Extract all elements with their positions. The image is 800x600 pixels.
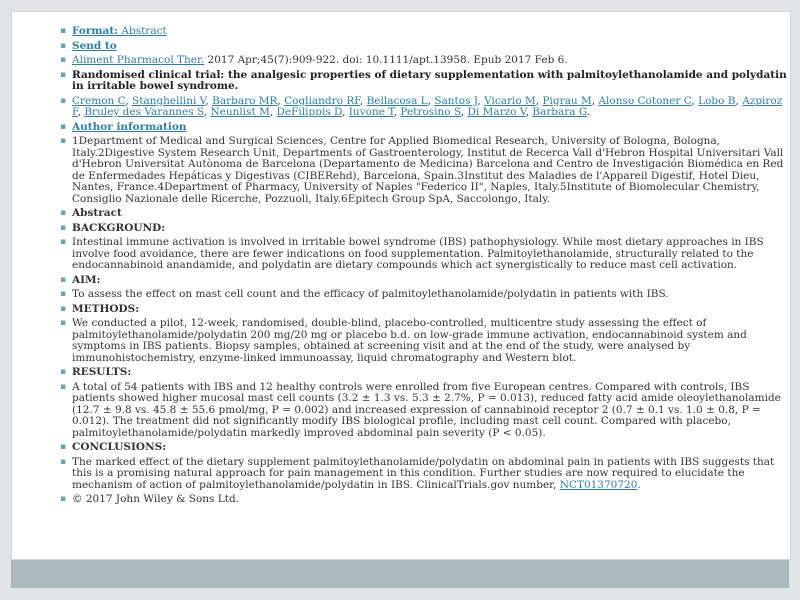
document-panel: [11, 11, 791, 560]
author-link[interactable]: Cogliandro RF: [284, 94, 360, 107]
abstract-list: [62, 26, 790, 509]
background-heading: BACKGROUND:: [72, 221, 166, 234]
author-link[interactable]: Azpiroz F: [72, 94, 783, 118]
conclusions-end: .: [637, 478, 641, 491]
format-row: [62, 26, 790, 38]
conclusions-text: The marked effect of the dietary supplement palmitoylethanolamide/polydatin on abdominal pain in patients with IBS suggests that this is a promising natural approach for pain management in this condition. Further studies are now required to elucidate the mechanism of action of palmitoylethanolamide/polydatin in IBS. ClinicalTrials.gov number,: [72, 455, 775, 491]
author-link[interactable]: Barbaro MR: [212, 94, 278, 107]
methods-heading: METHODS:: [72, 302, 140, 315]
conclusions-heading-row: [62, 442, 790, 454]
journal-link[interactable]: Aliment Pharmacol Ther.: [72, 54, 205, 66]
article-title: Randomised clinical trial: the analgesic properties of dietary supplementation with palmitoylethanolamide and polydatin in irritable bowel syndrome.: [72, 68, 787, 92]
author-link[interactable]: Di Marzo V: [467, 106, 526, 118]
author-information-link[interactable]: Author information: [72, 120, 187, 133]
methods-heading-row: [62, 304, 790, 316]
format-label[interactable]: Format:: [72, 25, 119, 37]
authors-row: [62, 96, 790, 119]
clinical-trial-link[interactable]: NCT01370720: [559, 478, 638, 491]
footer-bar: [11, 560, 789, 588]
author-link[interactable]: Santos J: [434, 94, 478, 107]
author-link[interactable]: Barbara G: [532, 106, 587, 118]
author-link[interactable]: Neunlist M: [210, 106, 270, 118]
author-link[interactable]: Alonso Cotoner C: [598, 94, 692, 107]
conclusions-heading: CONCLUSIONS:: [72, 441, 167, 453]
abstract-heading: Abstract: [72, 207, 122, 219]
background-text: Intestinal immune activation is involved in irritable bowel syndrome (IBS) pathophysiology. While most dietary approaches in IBS involve food avoidance, there are fewer indications on food supplementation. Palmitoylethanolamide, structurally related to the endocannabinoid anandamide, and polydatin are dietary compounds which act synergistically to reduce mast cell activation.: [72, 236, 764, 271]
aim-heading-row: [62, 275, 790, 287]
methods-text-row: [62, 318, 790, 364]
author-info-row: [62, 122, 790, 134]
send-to-row: [62, 41, 790, 53]
format-value[interactable]: Abstract: [118, 25, 167, 37]
background-text-row: [62, 237, 790, 272]
aim-heading: AIM:: [72, 273, 101, 286]
copyright-row: [62, 494, 790, 506]
authors-list: Cremon C, Stanghellini V, Barbaro MR, Cogliandro RF, Bellacosa L, Santos J, Vicario M, Pigrau M, Alonso Cotoner C, Lobo B, Azpiroz F, Bruley des Varannes S, Neunlist M, DeFilippis D, Iuvone T, Petrosino S, Di Marzo V, Barbara G.: [72, 94, 783, 118]
author-link[interactable]: DeFilippis D: [276, 106, 343, 118]
citation-row: [62, 55, 790, 67]
author-link[interactable]: Stanghellini V: [132, 94, 206, 107]
aim-text-row: [62, 289, 790, 301]
send-to-link[interactable]: Send to: [72, 39, 117, 52]
background-heading-row: [62, 223, 790, 235]
abstract-heading-row: [62, 208, 790, 220]
conclusions-text-row: [62, 457, 790, 492]
author-link[interactable]: Bellacosa L: [366, 94, 428, 107]
title-row: [62, 70, 790, 93]
author-link[interactable]: Petrosino S: [400, 106, 461, 118]
author-link[interactable]: Cremon C: [72, 94, 126, 107]
copyright-text: © 2017 John Wiley & Sons Ltd.: [72, 493, 240, 505]
results-heading: RESULTS:: [72, 366, 132, 378]
results-heading-row: [62, 367, 790, 379]
author-link[interactable]: Bruley des Varannes S: [84, 106, 204, 118]
aim-text: To assess the effect on mast cell count and the efficacy of palmitoylethanolamide/polydatin in patients with IBS.: [72, 288, 669, 300]
author-link[interactable]: Iuvone T: [348, 106, 394, 118]
results-text-row: [62, 382, 790, 440]
results-text: A total of 54 patients with IBS and 12 healthy controls were enrolled from five European centres. Compared with controls, IBS patients showed higher mucosal mast cell counts (3.2 ± 1.3 vs. 5.3 ± 2.7%, P = 0.013), reduced fatty acid amide oleoylethanolamide (12.7 ± 9.8 vs. 45.8 ± 55.6 pmol/mg, P = 0.002) and increased expression of cannabinoid receptor 2 (0.7 ± 0.1 vs. 1.0 ± 0.8, P = 0.012). The treatment did not significantly modify IBS biological profile, including mast cell count. Compared with placebo, palmitoylethanolamide/polydatin markedly improved abdominal pain severity (P < 0.05).: [72, 380, 781, 439]
methods-text: We conducted a pilot, 12-week, randomised, double-blind, placebo-controlled, multicentre study assessing the effect of palmitoylethanolamide/polydatin 200 mg/20 mg or placebo b.d. on low-grade immune activation, endocannabinoid system and symptoms in IBS patients. Biopsy samples, obtained at screening visit and at the end of the study, were analysed by immunohistochemistry, enzyme-linked immunoassay, liquid chromatography and Western blot.: [72, 317, 747, 364]
author-link[interactable]: Vicario M: [484, 94, 536, 107]
affiliations-row: [62, 136, 790, 205]
citation-text: 2017 Apr;45(7):909-922. doi: 10.1111/apt.13958. Epub 2017 Feb 6.: [204, 54, 568, 66]
author-link[interactable]: Pigrau M: [542, 94, 592, 107]
affiliations-text: 1Department of Medical and Surgical Sciences, Centre for Applied Biomedical Research, University of Bologna, Bologna, Italy.2Digestive System Research Unit, Departments of Gastroenterology, Institut de Recerca Vall d'Hebron Hospital Universitari Vall d'Hebron Universitat Autònoma de Barcelona (Departamento de Medicina) Barcelona and Centro de Investigación Biomédica en Red de Enfermedades Hepáticas y Digestivas (CIBERehd), Barcelona, Spain.3Institut des Maladies de l'Appareil Digestif, Hotel Dieu, Nantes, France.4Department of Pharmacy, University of Naples "Federico II", Naples, Italy.5Institute of Biomolecular Chemistry, Consiglio Nazionale delle Ricerche, Pozzuoli, Italy.6Epitech Group SpA, Saccolongo, Italy.: [72, 135, 784, 205]
author-link[interactable]: Lobo B: [698, 94, 736, 107]
